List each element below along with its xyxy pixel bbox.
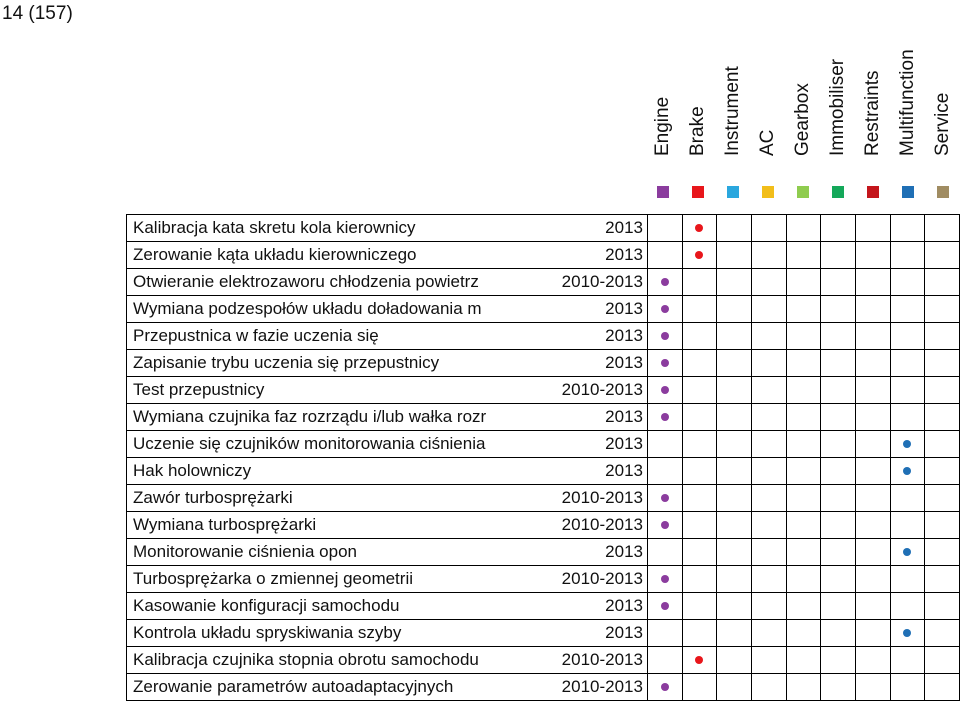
cell-multifunction bbox=[890, 512, 925, 539]
cell-brake bbox=[682, 512, 717, 539]
table-row bbox=[127, 674, 960, 701]
cell-gearbox bbox=[786, 377, 821, 404]
category-swatch-service bbox=[937, 186, 949, 198]
category-header-immobiliser bbox=[820, 40, 855, 210]
cell-brake bbox=[682, 296, 717, 323]
operation-name: Wymiana podzespołów układu doładowania m bbox=[127, 296, 525, 323]
cell-restraints bbox=[855, 512, 890, 539]
cell-restraints bbox=[855, 539, 890, 566]
cell-restraints bbox=[855, 323, 890, 350]
cell-service bbox=[925, 323, 960, 350]
cell-engine bbox=[647, 269, 682, 296]
cell-restraints bbox=[855, 620, 890, 647]
model-years: 2013 bbox=[524, 458, 647, 485]
cell-immobiliser bbox=[821, 539, 856, 566]
table-row bbox=[127, 350, 960, 377]
table-row bbox=[127, 215, 960, 242]
support-dot-icon bbox=[903, 440, 911, 448]
category-label-brake: Brake bbox=[686, 106, 708, 156]
cell-brake bbox=[682, 620, 717, 647]
cell-ac bbox=[751, 350, 786, 377]
operation-name: Turbosprężarka o zmiennej geometrii bbox=[127, 566, 525, 593]
cell-multifunction bbox=[890, 566, 925, 593]
cell-brake bbox=[682, 242, 717, 269]
cell-ac bbox=[751, 674, 786, 701]
cell-engine bbox=[647, 458, 682, 485]
category-header-restraints bbox=[855, 40, 890, 210]
cell-immobiliser bbox=[821, 458, 856, 485]
model-years: 2013 bbox=[524, 620, 647, 647]
cell-multifunction bbox=[890, 215, 925, 242]
cell-restraints bbox=[855, 377, 890, 404]
cell-service bbox=[925, 647, 960, 674]
cell-engine bbox=[647, 215, 682, 242]
cell-gearbox bbox=[786, 674, 821, 701]
cell-instrument bbox=[717, 485, 752, 512]
cell-restraints bbox=[855, 269, 890, 296]
cell-engine bbox=[647, 647, 682, 674]
model-years: 2010-2013 bbox=[524, 269, 647, 296]
cell-restraints bbox=[855, 485, 890, 512]
cell-multifunction bbox=[890, 593, 925, 620]
model-years: 2013 bbox=[524, 323, 647, 350]
table-row bbox=[127, 404, 960, 431]
operation-name: Kalibracja czujnika stopnia obrotu samochodu bbox=[127, 647, 525, 674]
cell-gearbox bbox=[786, 350, 821, 377]
operation-name: Kalibracja kata skretu kola kierownicy bbox=[127, 215, 525, 242]
cell-service bbox=[925, 404, 960, 431]
cell-instrument bbox=[717, 323, 752, 350]
table-row bbox=[127, 539, 960, 566]
cell-brake bbox=[682, 404, 717, 431]
category-header-engine bbox=[645, 40, 680, 210]
cell-ac bbox=[751, 404, 786, 431]
cell-immobiliser bbox=[821, 323, 856, 350]
cell-instrument bbox=[717, 242, 752, 269]
cell-service bbox=[925, 269, 960, 296]
support-dot-icon bbox=[695, 224, 703, 232]
cell-multifunction bbox=[890, 404, 925, 431]
cell-gearbox bbox=[786, 620, 821, 647]
cell-ac bbox=[751, 431, 786, 458]
cell-restraints bbox=[855, 566, 890, 593]
cell-immobiliser bbox=[821, 350, 856, 377]
cell-restraints bbox=[855, 215, 890, 242]
table-row bbox=[127, 593, 960, 620]
cell-brake bbox=[682, 674, 717, 701]
function-table-body bbox=[127, 215, 960, 701]
support-dot-icon bbox=[661, 521, 669, 529]
cell-service bbox=[925, 539, 960, 566]
cell-gearbox bbox=[786, 458, 821, 485]
cell-ac bbox=[751, 485, 786, 512]
cell-service bbox=[925, 620, 960, 647]
cell-service bbox=[925, 296, 960, 323]
cell-instrument bbox=[717, 269, 752, 296]
cell-ac bbox=[751, 215, 786, 242]
table-row bbox=[127, 323, 960, 350]
category-label-immobiliser: Immobiliser bbox=[826, 58, 848, 156]
operation-name: Przepustnica w fazie uczenia się bbox=[127, 323, 525, 350]
cell-instrument bbox=[717, 458, 752, 485]
cell-multifunction bbox=[890, 377, 925, 404]
cell-gearbox bbox=[786, 431, 821, 458]
category-header-service bbox=[925, 40, 960, 210]
cell-immobiliser bbox=[821, 215, 856, 242]
operation-name: Zawór turbosprężarki bbox=[127, 485, 525, 512]
model-years: 2010-2013 bbox=[524, 485, 647, 512]
operation-name: Monitorowanie ciśnienia opon bbox=[127, 539, 525, 566]
table-row bbox=[127, 431, 960, 458]
cell-ac bbox=[751, 296, 786, 323]
cell-engine bbox=[647, 296, 682, 323]
cell-engine bbox=[647, 512, 682, 539]
support-dot-icon bbox=[661, 359, 669, 367]
cell-brake bbox=[682, 458, 717, 485]
cell-engine bbox=[647, 593, 682, 620]
category-swatch-engine bbox=[657, 186, 669, 198]
operation-name: Test przepustnicy bbox=[127, 377, 525, 404]
cell-multifunction bbox=[890, 296, 925, 323]
support-dot-icon bbox=[661, 575, 669, 583]
support-dot-icon bbox=[695, 656, 703, 664]
cell-restraints bbox=[855, 674, 890, 701]
operation-name: Zapisanie trybu uczenia się przepustnicy bbox=[127, 350, 525, 377]
table-row bbox=[127, 458, 960, 485]
category-swatch-multifunction bbox=[902, 186, 914, 198]
operation-name: Wymiana czujnika faz rozrządu i/lub wałka rozr bbox=[127, 404, 525, 431]
cell-immobiliser bbox=[821, 566, 856, 593]
support-dot-icon bbox=[903, 548, 911, 556]
category-swatch-brake bbox=[692, 186, 704, 198]
cell-engine bbox=[647, 620, 682, 647]
cell-multifunction bbox=[890, 674, 925, 701]
cell-immobiliser bbox=[821, 296, 856, 323]
cell-service bbox=[925, 431, 960, 458]
cell-engine bbox=[647, 539, 682, 566]
cell-ac bbox=[751, 269, 786, 296]
cell-restraints bbox=[855, 242, 890, 269]
cell-gearbox bbox=[786, 566, 821, 593]
cell-service bbox=[925, 242, 960, 269]
cell-service bbox=[925, 215, 960, 242]
operation-name: Wymiana turbosprężarki bbox=[127, 512, 525, 539]
model-years: 2013 bbox=[524, 404, 647, 431]
operation-name: Kasowanie konfiguracji samochodu bbox=[127, 593, 525, 620]
cell-multifunction bbox=[890, 485, 925, 512]
support-dot-icon bbox=[661, 494, 669, 502]
cell-brake bbox=[682, 431, 717, 458]
cell-service bbox=[925, 566, 960, 593]
cell-instrument bbox=[717, 404, 752, 431]
support-dot-icon bbox=[661, 305, 669, 313]
table-row bbox=[127, 647, 960, 674]
cell-instrument bbox=[717, 431, 752, 458]
cell-brake bbox=[682, 215, 717, 242]
model-years: 2013 bbox=[524, 539, 647, 566]
support-dot-icon bbox=[903, 629, 911, 637]
cell-immobiliser bbox=[821, 404, 856, 431]
cell-service bbox=[925, 458, 960, 485]
category-swatch-gearbox bbox=[797, 186, 809, 198]
category-label-service: Service bbox=[931, 92, 953, 156]
cell-instrument bbox=[717, 620, 752, 647]
category-header-multifunction bbox=[890, 40, 925, 210]
cell-multifunction bbox=[890, 323, 925, 350]
model-years: 2013 bbox=[524, 296, 647, 323]
cell-service bbox=[925, 512, 960, 539]
category-header-ac bbox=[750, 40, 785, 210]
cell-instrument bbox=[717, 296, 752, 323]
cell-engine bbox=[647, 350, 682, 377]
cell-gearbox bbox=[786, 215, 821, 242]
cell-multifunction bbox=[890, 539, 925, 566]
model-years: 2013 bbox=[524, 242, 647, 269]
cell-multifunction bbox=[890, 458, 925, 485]
category-label-multifunction: Multifunction bbox=[896, 49, 918, 156]
cell-gearbox bbox=[786, 512, 821, 539]
cell-instrument bbox=[717, 593, 752, 620]
cell-ac bbox=[751, 242, 786, 269]
cell-engine bbox=[647, 431, 682, 458]
cell-immobiliser bbox=[821, 512, 856, 539]
cell-engine bbox=[647, 674, 682, 701]
cell-brake bbox=[682, 323, 717, 350]
cell-ac bbox=[751, 593, 786, 620]
cell-service bbox=[925, 674, 960, 701]
table-row bbox=[127, 377, 960, 404]
category-header-brake bbox=[680, 40, 715, 210]
cell-restraints bbox=[855, 458, 890, 485]
operation-name: Hak holowniczy bbox=[127, 458, 525, 485]
cell-engine bbox=[647, 485, 682, 512]
cell-brake bbox=[682, 593, 717, 620]
operation-name: Otwieranie elektrozaworu chłodzenia powietrz bbox=[127, 269, 525, 296]
cell-restraints bbox=[855, 296, 890, 323]
cell-immobiliser bbox=[821, 269, 856, 296]
table-row bbox=[127, 269, 960, 296]
cell-restraints bbox=[855, 404, 890, 431]
table-row bbox=[127, 485, 960, 512]
cell-gearbox bbox=[786, 404, 821, 431]
model-years: 2013 bbox=[524, 431, 647, 458]
cell-instrument bbox=[717, 350, 752, 377]
table-row bbox=[127, 566, 960, 593]
cell-gearbox bbox=[786, 242, 821, 269]
cell-ac bbox=[751, 566, 786, 593]
category-swatch-ac bbox=[762, 186, 774, 198]
cell-instrument bbox=[717, 215, 752, 242]
cell-instrument bbox=[717, 377, 752, 404]
cell-multifunction bbox=[890, 620, 925, 647]
table-row bbox=[127, 296, 960, 323]
support-dot-icon bbox=[661, 278, 669, 286]
cell-restraints bbox=[855, 593, 890, 620]
cell-gearbox bbox=[786, 647, 821, 674]
model-years: 2010-2013 bbox=[524, 377, 647, 404]
support-dot-icon bbox=[661, 332, 669, 340]
category-swatch-restraints bbox=[867, 186, 879, 198]
table-row bbox=[127, 242, 960, 269]
cell-multifunction bbox=[890, 242, 925, 269]
cell-engine bbox=[647, 323, 682, 350]
cell-service bbox=[925, 485, 960, 512]
table-row bbox=[127, 512, 960, 539]
cell-ac bbox=[751, 620, 786, 647]
cell-brake bbox=[682, 350, 717, 377]
cell-engine bbox=[647, 242, 682, 269]
cell-brake bbox=[682, 377, 717, 404]
operation-name: Kontrola układu spryskiwania szyby bbox=[127, 620, 525, 647]
category-label-instrument: Instrument bbox=[721, 66, 743, 156]
cell-service bbox=[925, 377, 960, 404]
cell-service bbox=[925, 593, 960, 620]
cell-ac bbox=[751, 323, 786, 350]
category-header-gearbox bbox=[785, 40, 820, 210]
cell-engine bbox=[647, 566, 682, 593]
support-dot-icon bbox=[695, 251, 703, 259]
cell-instrument bbox=[717, 539, 752, 566]
cell-restraints bbox=[855, 350, 890, 377]
cell-immobiliser bbox=[821, 620, 856, 647]
cell-engine bbox=[647, 377, 682, 404]
cell-immobiliser bbox=[821, 431, 856, 458]
category-header-instrument bbox=[715, 40, 750, 210]
model-years: 2010-2013 bbox=[524, 566, 647, 593]
cell-multifunction bbox=[890, 431, 925, 458]
cell-gearbox bbox=[786, 296, 821, 323]
cell-gearbox bbox=[786, 269, 821, 296]
model-years: 2010-2013 bbox=[524, 512, 647, 539]
cell-brake bbox=[682, 269, 717, 296]
cell-restraints bbox=[855, 647, 890, 674]
cell-ac bbox=[751, 377, 786, 404]
category-label-engine: Engine bbox=[651, 96, 673, 156]
cell-brake bbox=[682, 539, 717, 566]
cell-immobiliser bbox=[821, 377, 856, 404]
category-swatch-instrument bbox=[727, 186, 739, 198]
model-years: 2013 bbox=[524, 593, 647, 620]
cell-instrument bbox=[717, 566, 752, 593]
cell-immobiliser bbox=[821, 242, 856, 269]
cell-engine bbox=[647, 404, 682, 431]
model-years: 2010-2013 bbox=[524, 674, 647, 701]
cell-instrument bbox=[717, 647, 752, 674]
support-dot-icon bbox=[661, 413, 669, 421]
operation-name: Zerowanie parametrów autoadaptacyjnych bbox=[127, 674, 525, 701]
cell-brake bbox=[682, 647, 717, 674]
support-dot-icon bbox=[661, 683, 669, 691]
support-dot-icon bbox=[661, 386, 669, 394]
table-row bbox=[127, 620, 960, 647]
cell-gearbox bbox=[786, 539, 821, 566]
cell-gearbox bbox=[786, 485, 821, 512]
cell-multifunction bbox=[890, 647, 925, 674]
operation-name: Uczenie się czujników monitorowania ciśnienia bbox=[127, 431, 525, 458]
cell-ac bbox=[751, 647, 786, 674]
support-dot-icon bbox=[903, 467, 911, 475]
cell-ac bbox=[751, 539, 786, 566]
cell-brake bbox=[682, 566, 717, 593]
cell-immobiliser bbox=[821, 647, 856, 674]
cell-multifunction bbox=[890, 269, 925, 296]
model-years: 2010-2013 bbox=[524, 647, 647, 674]
cell-immobiliser bbox=[821, 593, 856, 620]
category-swatch-immobiliser bbox=[832, 186, 844, 198]
cell-multifunction bbox=[890, 350, 925, 377]
cell-immobiliser bbox=[821, 485, 856, 512]
support-dot-icon bbox=[661, 602, 669, 610]
category-header-row bbox=[645, 40, 960, 210]
cell-instrument bbox=[717, 674, 752, 701]
cell-ac bbox=[751, 458, 786, 485]
category-label-gearbox: Gearbox bbox=[791, 83, 813, 156]
cell-gearbox bbox=[786, 323, 821, 350]
cell-restraints bbox=[855, 431, 890, 458]
cell-immobiliser bbox=[821, 674, 856, 701]
cell-service bbox=[925, 350, 960, 377]
cell-ac bbox=[751, 512, 786, 539]
cell-gearbox bbox=[786, 593, 821, 620]
category-label-restraints: Restraints bbox=[861, 70, 883, 156]
operation-name: Zerowanie kąta układu kierowniczego bbox=[127, 242, 525, 269]
function-table bbox=[126, 214, 960, 701]
category-label-ac: AC bbox=[756, 129, 778, 156]
page-number: 14 (157) bbox=[2, 3, 73, 24]
cell-brake bbox=[682, 485, 717, 512]
cell-instrument bbox=[717, 512, 752, 539]
model-years: 2013 bbox=[524, 350, 647, 377]
model-years: 2013 bbox=[524, 215, 647, 242]
